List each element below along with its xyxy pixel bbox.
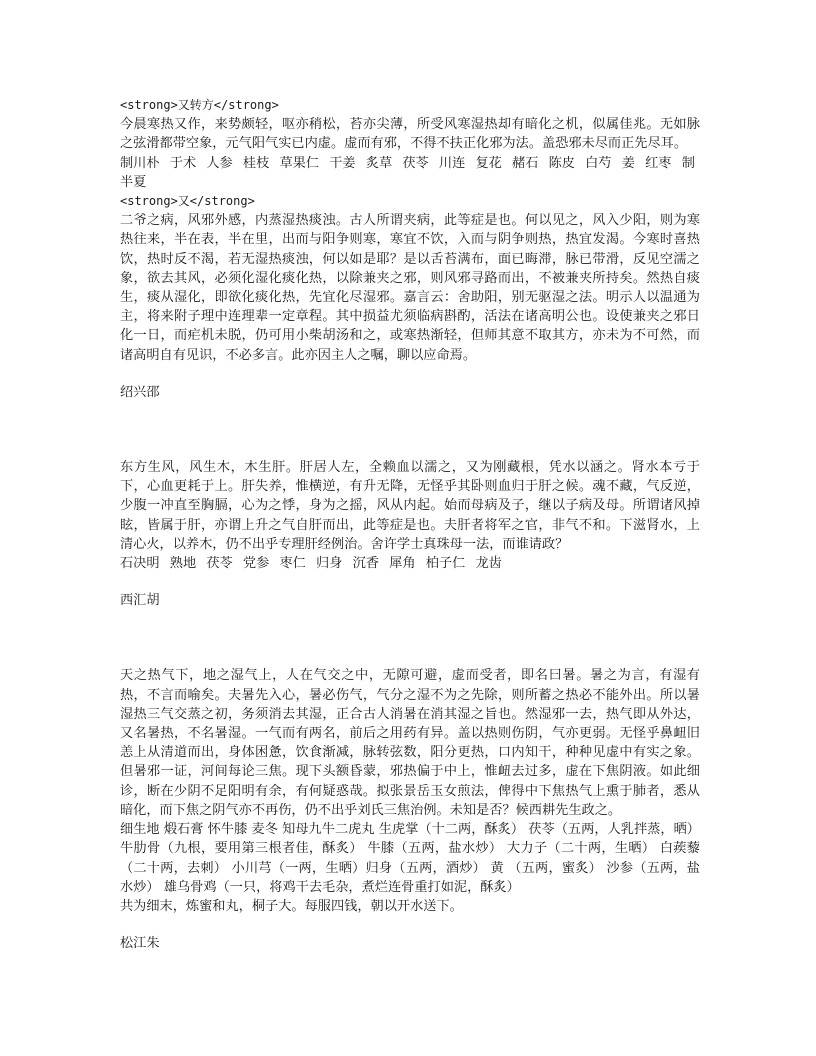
herb-list: 制川朴 于术 人参 桂枝 草果仁 干姜 炙草 茯苓 川连 复花 赭石 陈皮 白芍 姜 红枣 制半夏 — [120, 155, 695, 190]
spacer — [120, 402, 700, 458]
spacer — [120, 573, 700, 591]
section-title: 西汇胡 — [120, 593, 160, 609]
document-page — [120, 96, 700, 953]
section-title: 松江朱 — [120, 936, 160, 952]
entry-heading: <strong>又转方</strong> — [120, 98, 279, 112]
section-paragraph: 天之热气下，地之湿气上，人在气交之中，无隙可避，虚而受者，即名曰暑。暑之为言，有湿有热，不言而喻矣。夫暑先入心，暑必伤气，气分之湿不为之先除，则所蓄之热必不能外出。所以暑湿热三气交蒸之初，务须消去其湿，正合古人消暑在消其湿之旨也。然湿邪一去，热气即从外达，又名暑热，不名暑湿。一气而有两名，前后之用药有异。盖以热则伤阴，气亦更弱。无怪乎鼻衄旧恙上从清道而出，身体困惫，饮食渐减，脉转弦数，阳分更热，口内知干，种种见虚中有实之象。但暑邪一证，河间每论三焦。现下头额昏蒙，邪热偏于中上，惟衄去过多，虚在下焦阴液。如此细诊，断在少阴不足阳明有余，有何疑惑哉。拟张景岳玉女煎法，俾得中下焦热气上熏于肺者，悉从暗化，而下焦之阴气亦不再伤，仍不出乎刘氏三焦治例。未知是否？候西耕先生政之。 — [120, 668, 700, 818]
section-paragraph: 东方生风，风生木，木生肝。肝居人左，全赖血以濡之，又为刚藏根，凭水以涵之。肾水本亏于下，心血更耗于上。肝失养，惟横逆，有升无降，无怪乎其卧则血归于肝之候。魂不藏，气反逆，少腹一冲直至胸膈，心为之悸，身为之摇，风从内起。始而母病及子，继以子病及母。所谓诸风掉眩，皆属于肝，亦谓上升之气自肝而出，此等症是也。夫肝者将军之官，非气不和。下滋肾水，上清心火，以养木，仍不出乎专理肝经例治。舍许学士真珠母一法，而谁请政？ — [120, 460, 700, 552]
spacer — [120, 916, 700, 934]
spacer — [120, 610, 700, 666]
preparation-note: 共为细末，炼蜜和丸，桐子大。每服四钱，朝以开水送下。 — [120, 898, 463, 914]
entry-paragraph: 二爷之病，风邪外感，内蒸湿热痰浊。古人所谓夹病，此等症是也。何以见之，风入少阳，则为寒热往来，半在表，半在里，出而与阳争则寒，寒宜不饮，入而与阴争则热，热宜发渴。今寒时喜热饮，热时反不渴，若无湿热痰浊，何以如是耶？是以舌苔满布，面已晦滞，脉已带滑，反见空濡之象，欲去其风，必须化湿化痰化热，以除兼夹之邪，则风邪寻路而出，不被兼夹所持矣。然热自痰生，痰从湿化，即欲化痰化热，先宜化尽湿邪。嘉言云：舍助阳，别无驱湿之法。明示人以温通为主，将来附子理中连理辈一定章程。其中损益尤须临病斟酌，活法在诸高明公也。设使兼夹之邪日化一日，而疟机未脱，仍可用小柴胡汤和之，或寒热渐轻，但师其意不取其方，亦未为不可然，而诸高明自有见识，不必多言。此亦因主人之嘱，聊以应命焉。 — [120, 213, 700, 363]
section-title: 绍兴邵 — [120, 384, 160, 400]
herb-list: 细生地 煅石膏 怀牛膝 麦冬 知母九牛二虎丸 生虎掌（十二两，酥炙） 茯苓（五两，人乳拌蒸，晒） 牛肋骨（九根，要用第三根者佳，酥炙） 牛膝（五两，盐水炒） 大力子（二十两，生晒） 白蒺藜（二十两，去刺） 小川芎（一两，生晒）归身（五两，酒炒） 黄 （五两，蜜炙） 沙参（五两，盐水炒） 雄乌骨鸡（一只，将鸡干去毛杂，煮烂连骨重打如泥，酥炙） — [120, 822, 700, 895]
entry-paragraph: 今晨寒热又作，来势颇轻，呕亦稍松，苔亦尖薄，所受风寒湿热却有暗化之机，似属佳兆。无如脉之弦滑都带空象，元气阳气实已内虚。虚而有邪，不得不扶正化邪为法。盖恐邪未尽而正先尽耳。 — [120, 117, 700, 152]
spacer — [120, 365, 700, 383]
herb-list: 石决明 熟地 茯苓 党参 枣仁 归身 沉香 犀角 柏子仁 龙齿 — [120, 556, 502, 572]
entry-heading: <strong>又</strong> — [120, 194, 255, 209]
